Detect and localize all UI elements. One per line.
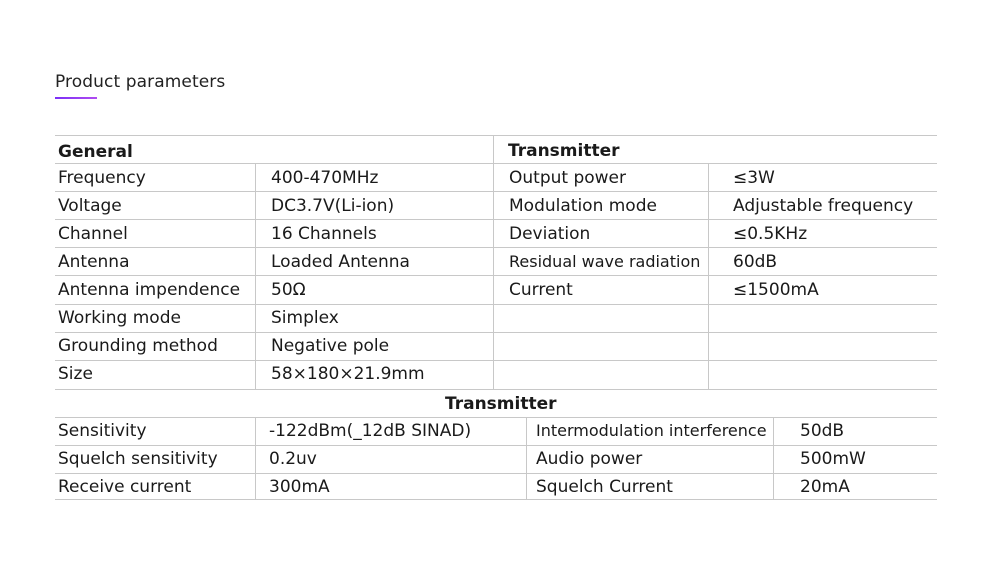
table-divider	[255, 163, 256, 389]
table-divider	[708, 163, 709, 389]
receiver-label: Squelch Current	[536, 477, 673, 497]
receiver-heading: Transmitter	[445, 394, 557, 414]
general-heading: General	[58, 142, 133, 162]
general-value: 16 Channels	[271, 224, 377, 244]
table-rule	[55, 219, 937, 220]
receiver-label: Intermodulation interference	[536, 421, 767, 440]
table-rule	[55, 275, 937, 276]
general-label: Antenna impendence	[58, 280, 241, 300]
transmitter-value: Adjustable frequency	[733, 196, 914, 216]
table-rule	[55, 417, 937, 418]
receiver-label: Sensitivity	[58, 421, 147, 441]
table-rule	[55, 163, 937, 164]
general-label: Antenna	[58, 252, 130, 272]
table-rule	[55, 304, 937, 305]
transmitter-value: 60dB	[733, 252, 778, 272]
transmitter-label: Current	[509, 280, 573, 300]
general-label: Frequency	[58, 168, 146, 188]
transmitter-label: Output power	[509, 168, 626, 188]
receiver-label: Receive current	[58, 477, 192, 497]
table-rule	[55, 389, 937, 390]
table-divider	[526, 417, 527, 499]
table-rule	[55, 499, 937, 500]
general-value: 400-470MHz	[271, 168, 379, 188]
table-divider	[493, 135, 494, 389]
receiver-value: -122dBm(_12dB SINAD)	[269, 421, 472, 441]
general-value: 50Ω	[271, 280, 306, 300]
general-value: DC3.7V(Li-ion)	[271, 196, 395, 216]
table-rule	[55, 360, 937, 361]
receiver-value: 300mA	[269, 477, 330, 497]
table-rule	[55, 332, 937, 333]
general-label: Working mode	[58, 308, 181, 328]
general-value: Loaded Antenna	[271, 252, 410, 272]
general-value: Simplex	[271, 308, 339, 328]
table-rule	[55, 191, 937, 192]
table-rule	[55, 445, 937, 446]
receiver-value: 50dB	[800, 421, 845, 441]
transmitter-value: ≤1500mA	[733, 280, 819, 300]
receiver-label: Squelch sensitivity	[58, 449, 218, 469]
general-label: Grounding method	[58, 336, 218, 356]
general-label: Channel	[58, 224, 128, 244]
transmitter-label: Deviation	[509, 224, 591, 244]
transmitter-label: Residual wave radiation	[509, 252, 701, 271]
receiver-value: 0.2uv	[269, 449, 317, 469]
table-divider	[773, 417, 774, 499]
table-rule	[55, 135, 937, 136]
table-divider	[255, 417, 256, 499]
transmitter-value: ≤0.5KHz	[733, 224, 808, 244]
general-label: Size	[58, 364, 93, 384]
general-label: Voltage	[58, 196, 122, 216]
transmitter-value: ≤3W	[733, 168, 775, 188]
receiver-value: 500mW	[800, 449, 866, 469]
receiver-label: Audio power	[536, 449, 643, 469]
page-title: Product parameters	[55, 72, 226, 92]
general-value: Negative pole	[271, 336, 390, 356]
receiver-value: 20mA	[800, 477, 850, 497]
general-value: 58×180×21.9mm	[271, 364, 425, 384]
transmitter-heading: Transmitter	[508, 141, 620, 161]
table-rule	[55, 473, 937, 474]
table-rule	[55, 247, 937, 248]
transmitter-label: Modulation mode	[509, 196, 657, 216]
title-underline	[55, 97, 97, 99]
